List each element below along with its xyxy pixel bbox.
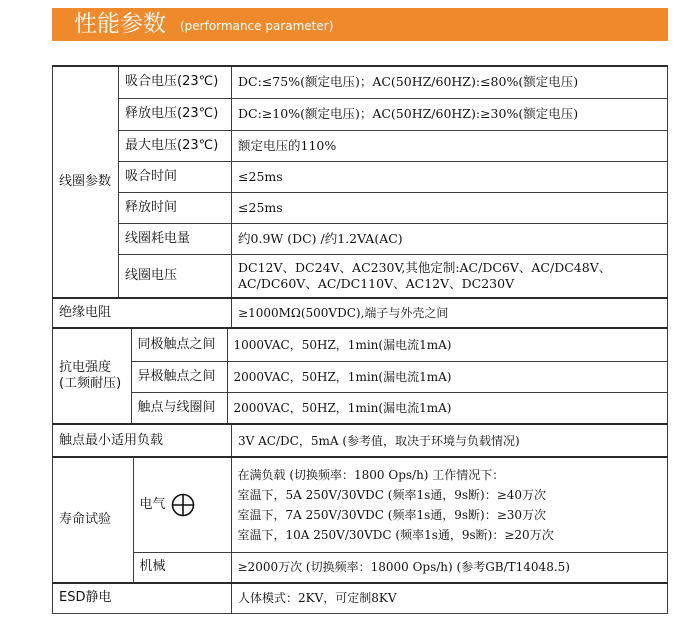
section-header-banner	[52, 8, 668, 41]
table-row	[53, 254, 668, 298]
row-label: 释放时间	[119, 192, 232, 223]
row-label: 绝缘电阻	[53, 298, 232, 328]
table-row	[53, 298, 668, 328]
electrical-label-cell	[133, 458, 231, 552]
row-value	[232, 254, 668, 298]
coil-group-label: 线圈参数	[53, 66, 119, 298]
row-label: 吸合时间	[119, 161, 232, 192]
ac-symbol-icon	[170, 492, 196, 518]
row-value: ≤25ms	[232, 161, 668, 192]
performance-parameter-table	[52, 65, 668, 614]
dielectric-block	[53, 328, 668, 424]
row-value: 2000VAC，50HZ，1min(漏电流1mA)	[227, 361, 667, 392]
row-value: 2000VAC，50HZ，1min(漏电流1mA)	[233, 400, 452, 415]
section-title: 性能参数	[74, 11, 166, 37]
row-value: ≥1000MΩ(500VDC),端子与外壳之间	[232, 298, 668, 328]
row-label: 触点最小适用负载	[53, 424, 232, 457]
table-row	[53, 583, 668, 613]
row-value: ≤25ms	[232, 192, 668, 223]
dielectric-group-label	[53, 329, 131, 423]
dielectric-label-line: (工频耐压)	[59, 376, 122, 391]
row-label: 最大电压(23℃)	[119, 130, 232, 161]
electrical-life-values	[231, 458, 667, 552]
table-row	[53, 424, 668, 457]
row-label: 线圈耗电量	[119, 223, 232, 254]
row-label: 触点与线圈间	[131, 392, 227, 423]
electrical-label: 电气	[139, 496, 166, 512]
table-row	[53, 328, 668, 424]
life-line: 在满负载 (切换频率：1800 Ops/h) 工作情况下：	[237, 467, 505, 482]
table-row	[53, 192, 668, 223]
life-block	[53, 457, 668, 583]
dielectric-subtable	[53, 329, 667, 423]
row-label: 吸合电压(23℃)	[119, 66, 232, 98]
row-value: 约0.9W (DC) /约1.2VA(AC)	[232, 223, 668, 254]
row-value: DC:≤75%(额定电压)；AC(50HZ/60HZ):≤80%(额定电压)	[232, 66, 668, 98]
coil-voltage-line: AC/DC60V、AC/DC110V、AC12V、DC230V	[238, 275, 515, 291]
mechanical-life-value: ≥2000万次 (切换频率：18000 Ops/h) (参考GB/T14048.5)	[237, 560, 570, 575]
row-label: 同极触点之间	[131, 329, 227, 361]
row-value: 1000VAC，50HZ，1min(漏电流1mA)	[227, 329, 667, 361]
row-value: 人体模式：2KV，可定制8KV	[232, 583, 668, 613]
row-label: 线圈电压	[119, 254, 232, 298]
table-row	[53, 130, 668, 161]
row-value: 3V AC/DC，5mA (参考值，取决于环境与负载情况)	[232, 424, 668, 457]
row-label: ESD静电	[53, 583, 232, 613]
table-row	[53, 457, 668, 583]
dielectric-label-line: 抗电强度	[59, 360, 112, 375]
row-label: 释放电压(23℃)	[119, 98, 232, 130]
table-row	[53, 98, 668, 130]
row-value: 额定电压的110%	[232, 130, 668, 161]
life-line: 室温下，5A 250V/30VDC (频率1s通，9s断)：≥40万次	[237, 487, 547, 502]
table-row	[53, 223, 668, 254]
life-subtable	[53, 458, 667, 582]
life-line: 室温下，7A 250V/30VDC (频率1s通，9s断)：≥30万次	[237, 507, 547, 522]
coil-voltage-line: DC12V、DC24V、AC230V,其他定制:AC/DC6V、AC/DC48V、	[238, 259, 612, 275]
section-subtitle: (performance parameter)	[180, 19, 334, 33]
table-row	[53, 161, 668, 192]
mechanical-label: 机械	[133, 552, 231, 582]
row-value: DC:≥10%(额定电压)；AC(50HZ/60HZ):≥30%(额定电压)	[232, 98, 668, 130]
table-row	[53, 66, 668, 98]
row-label: 异极触点之间	[131, 361, 227, 392]
life-line: 室温下，10A 250V/30VDC (频率1s通，9s断)：≥20万次	[237, 527, 554, 542]
life-group-label: 寿命试验	[53, 458, 133, 582]
